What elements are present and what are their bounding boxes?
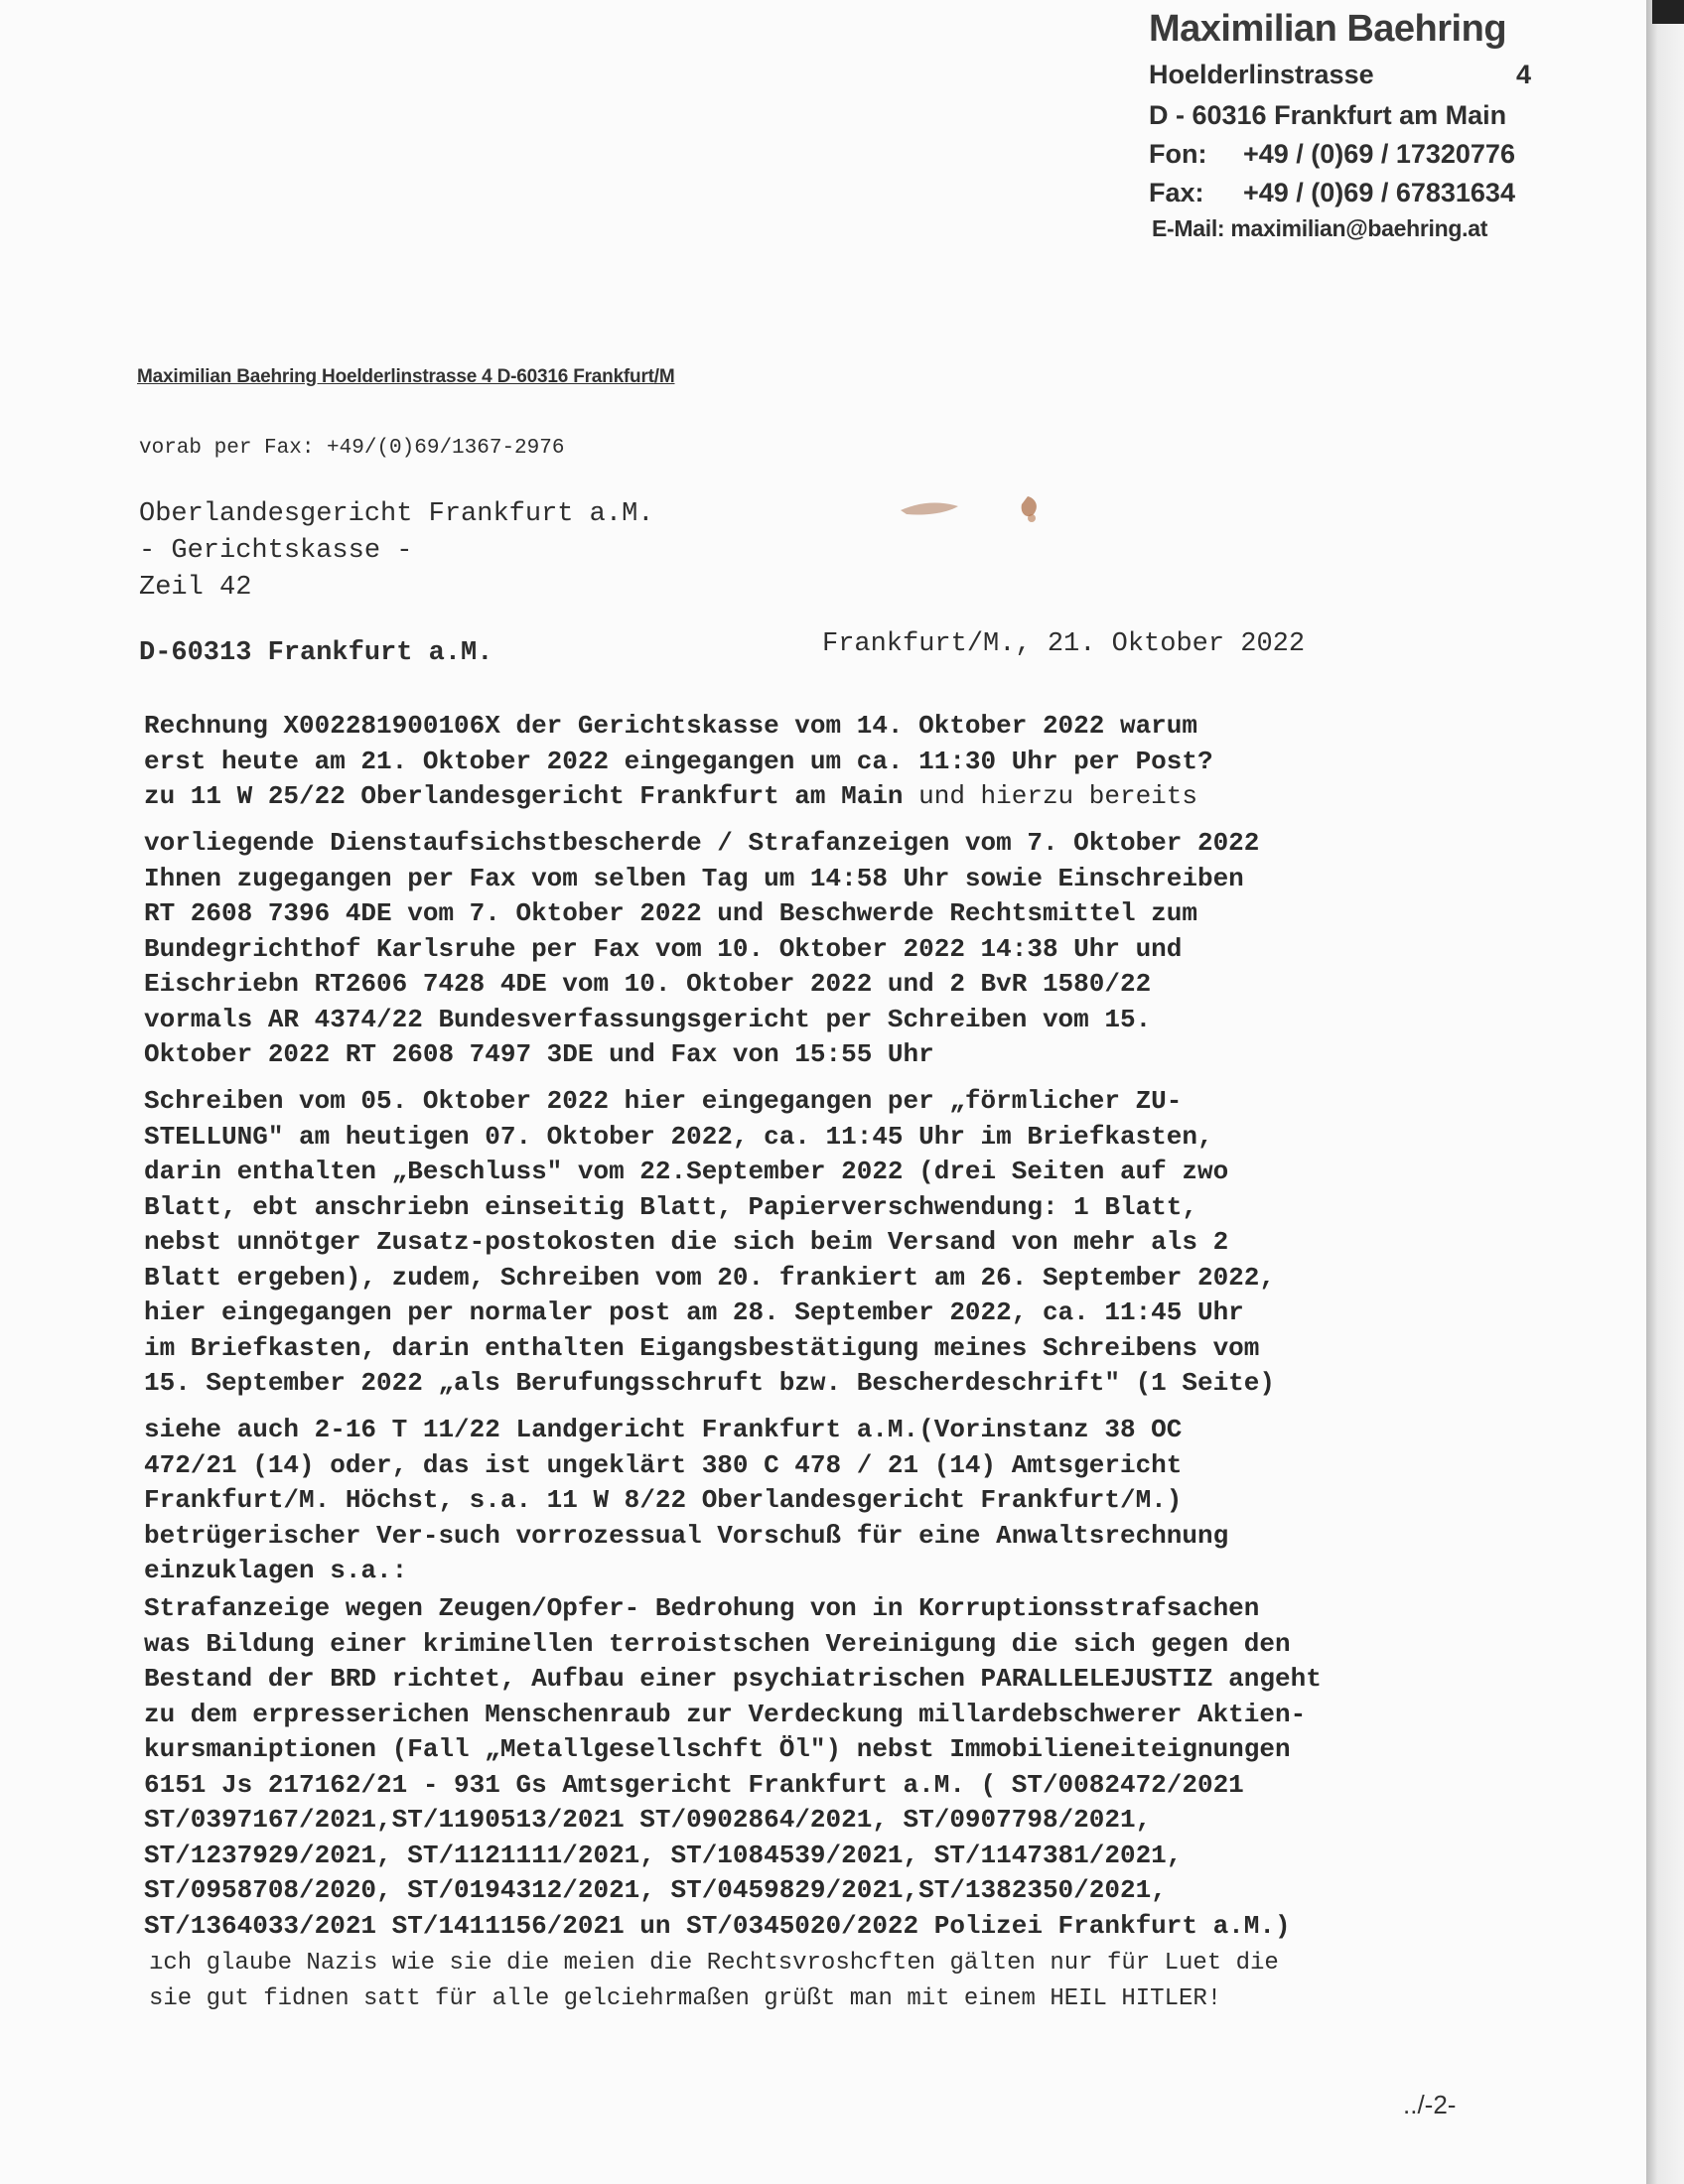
letters-line: darin enthalten „Beschluss" vom 22.September 2022 (drei Seiten auf zwo (144, 1157, 1229, 1186)
letters-line: 15. September 2022 „als Berufungsschruft bzw. Bescherdeschrift" (1 Seite) (144, 1368, 1275, 1398)
letterhead-fax (1149, 178, 1515, 208)
recipient-line-2: - Gerichtskasse - (139, 536, 413, 566)
letters-line: hier eingegangen per normaler post am 28. September 2022, ca. 11:45 Uhr (144, 1297, 1244, 1327)
subject-line-3-bold: zu 11 W 25/22 Oberlandesgericht Frankfurt am Main (144, 781, 904, 811)
coffee-stain (899, 488, 1048, 528)
references-line: betrügerischer Ver-such vorrozessual Vorschuß für eine Anwaltsrechnung (144, 1520, 1229, 1551)
date-line: Frankfurt/M., 21. Oktober 2022 (822, 629, 1306, 659)
letters-line: im Briefkasten, darin enthalten Eigangsbestätigung meines Schreibens vom (144, 1332, 1260, 1363)
criminal-complaint-line: 6151 Js 217162/21 - 931 Gs Amtsgericht Frankfurt a.M. ( ST/0082472/2021 (144, 1769, 1244, 1800)
subject-line-1: Rechnung X002281900106X der Gerichtskasse vom 14. Oktober 2022 warum (144, 711, 1197, 741)
complaint-line: Ihnen zugegangen per Fax vom selben Tag um 14:58 Uhr sowie Einschreiben (144, 863, 1244, 893)
fax-label: Fax: (1149, 178, 1204, 207)
criminal-complaint-line: zu dem erpresserichen Menschenraub zur Verdeckung millardebschwerer Aktien- (144, 1699, 1307, 1729)
criminal-complaint-line: ST/1364033/2021 ST/1411156/2021 un ST/0345020/2022 Polizei Frankfurt a.M.) (144, 1910, 1291, 1941)
subject-paragraph (144, 709, 1494, 815)
letters-line: STELLUNG" am heutigen 07. Oktober 2022, ca. 11:45 Uhr im Briefkasten, (144, 1121, 1213, 1152)
criminal-complaint-paragraph (144, 1591, 1494, 1944)
complaint-line: Eischriebn RT2606 7428 4DE vom 10. Oktober 2022 und 2 BvR 1580/22 (144, 969, 1152, 999)
complaint-line: Bundegrichthof Karlsruhe per Fax vom 10. Oktober 2022 14:38 Uhr und (144, 933, 1183, 964)
page-number: ../-2- (1403, 2090, 1457, 2119)
letterhead-email: E-Mail: maximilian@baehring.at (1152, 215, 1488, 241)
letterhead-city: D - 60316 Frankfurt am Main (1149, 100, 1507, 130)
references-line: siehe auch 2-16 T 11/22 Landgericht Frankfurt a.M.(Vorinstanz 38 OC (144, 1415, 1183, 1444)
closing-paragraph (149, 1946, 1279, 2017)
letterhead-name: Maximilian Baehring (1149, 8, 1507, 50)
closing-line: sie gut fidnen satt für alle gelciehrmaßen grüßt man mit einem HEIL HITLER! (149, 1985, 1222, 2012)
criminal-complaint-line: ST/0397167/2021,ST/1190513/2021 ST/0902864/2021, ST/0907798/2021, (144, 1805, 1152, 1835)
phone-label: Fon: (1149, 139, 1207, 169)
recipient-line-3: Zeil 42 (139, 573, 252, 603)
references-paragraph (144, 1413, 1494, 1589)
letters-line: Blatt, ebt anschriebn einseitig Blatt, Papierverschwendung: 1 Blatt, (144, 1191, 1197, 1222)
subject-line-2: erst heute am 21. Oktober 2022 eingegangen um ca. 11:30 Uhr per Post? (144, 746, 1213, 776)
criminal-complaint-line: Bestand der BRD richtet, Aufbau einer psychiatrischen PARALLELEJUSTIZ angeht (144, 1664, 1322, 1694)
subject-line-3 (144, 779, 1494, 815)
letters-paragraph (144, 1084, 1494, 1402)
closing-line: ıch glaube Nazis wie sie die meien die Rechtsvroshcften gälten nur für Luet die (149, 1950, 1279, 1977)
letterhead-phone (1149, 139, 1515, 170)
complaint-line: vorliegende Dienstaufsichstbescherde / Strafanzeigen vom 7. Oktober 2022 (144, 828, 1260, 858)
criminal-complaint-line: ST/1237929/2021, ST/1121111/2021, ST/1084539/2021, ST/1147381/2021, (144, 1840, 1183, 1870)
fax-number: +49 / (0)69 / 67831634 (1243, 178, 1515, 207)
recipient-line-1: Oberlandesgericht Frankfurt a.M. (139, 499, 654, 529)
references-line: 472/21 (14) oder, das ist ungeklärt 380 C 478 / 21 (14) Amtsgericht (144, 1449, 1183, 1480)
scan-edge (1646, 0, 1684, 2184)
complaint-line: RT 2608 7396 4DE vom 7. Oktober 2022 und Beschwerde Rechtsmittel zum (144, 898, 1197, 928)
complaint-line: vormals AR 4374/22 Bundesverfassungsgericht per Schreiben vom 15. (144, 1004, 1152, 1034)
fax-pre-notice: vorab per Fax: +49/(0)69/1367-2976 (139, 437, 565, 460)
recipient-line-4: D-60313 Frankfurt a.M. (139, 638, 493, 668)
complaint-paragraph (144, 826, 1494, 1073)
letterhead-street: Hoelderlinstrasse (1149, 60, 1374, 89)
phone-number: +49 / (0)69 / 17320776 (1243, 139, 1515, 169)
criminal-complaint-line: ST/0958708/2020, ST/0194312/2021, ST/0459829/2021,ST/1382350/2021, (144, 1875, 1167, 1905)
criminal-complaint-line: was Bildung einer kriminellen terroistschen Vereinigung die sich gegen den (144, 1628, 1291, 1659)
letters-line: nebst unnötger Zusatz-postokosten die sich beim Versand von mehr als 2 (144, 1227, 1229, 1257)
subject-line-3-tail: und hierzu bereits (903, 781, 1197, 811)
criminal-complaint-line: kursmaniptionen (Fall „Metallgesellschft Öl") nebst Immobilieneiteignungen (144, 1734, 1291, 1764)
criminal-complaint-line: Strafanzeige wegen Zeugen/Opfer- Bedrohung von in Korruptionsstrafsachen (144, 1593, 1260, 1623)
letters-line: Blatt ergeben), zudem, Schreiben vom 20. frankiert am 26. September 2022, (144, 1262, 1275, 1293)
references-line: Frankfurt/M. Höchst, s.a. 11 W 8/22 Oberlandesgericht Frankfurt/M.) (144, 1485, 1183, 1515)
references-line: einzuklagen s.a.: (144, 1556, 408, 1585)
complaint-line: Oktober 2022 RT 2608 7497 3DE und Fax von 15:55 Uhr (144, 1039, 934, 1069)
sender-return-line: Maximilian Baehring Hoelderlinstrasse 4 D-60316 Frankfurt/M (137, 366, 675, 387)
letterhead-house-number: 4 (1516, 60, 1532, 89)
scan-corner (1652, 0, 1684, 24)
letters-line: Schreiben vom 05. Oktober 2022 hier eingegangen per „förmlicher ZU- (144, 1086, 1183, 1116)
